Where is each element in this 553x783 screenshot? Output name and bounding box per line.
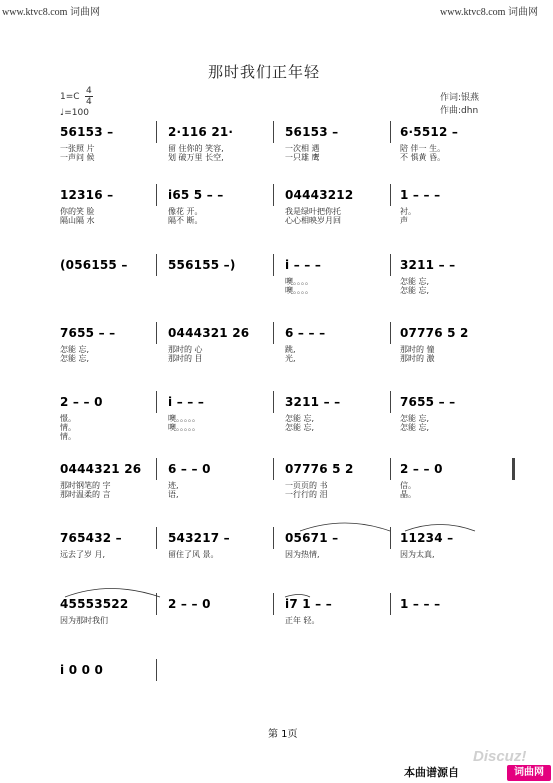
time-signature-top: 4 — [86, 86, 92, 96]
lyric-line: 一次相 遇 — [285, 144, 320, 153]
lyric-line: 一张照 片 — [60, 144, 95, 153]
measure-notes: 56153 – — [60, 125, 114, 139]
lyric-line: 不 惧黄 昏。 — [400, 153, 446, 162]
header-site-left: www.ktvc8.com 词曲网 — [2, 7, 100, 18]
lyric-line: 衬。 — [400, 207, 416, 216]
measure-notes: 3211 – – — [285, 395, 341, 409]
measure-notes: 56153 – — [285, 125, 339, 139]
lyric-line: 那时温柔的 言 — [60, 490, 111, 499]
measure-notes: 543217 – — [168, 531, 230, 545]
measure-notes: 05671 – — [285, 531, 339, 545]
lyric-line: 那时的 激 — [400, 354, 435, 363]
lyric-line: 隔不 断。 — [168, 216, 203, 225]
song-title: 那时我们正年轻 — [208, 63, 321, 81]
measure-notes: 2 – – 0 — [60, 395, 103, 409]
composer-credit: 作曲:dhn — [440, 106, 479, 116]
lyric-line: 一页页的 书 — [285, 481, 328, 490]
lyric-line: 声 — [400, 216, 408, 225]
key-signature: 1=C — [60, 92, 80, 102]
lyric-line: 怎能 忘, — [400, 286, 430, 295]
lyric-line: 因为热情, — [285, 550, 320, 559]
measure-notes: 1 – – – — [400, 597, 441, 611]
lyric-line: 因为那时我们 — [60, 616, 108, 625]
lyric-line: 怎能 忘, — [285, 414, 315, 423]
lyric-line: 留住了风 景。 — [168, 550, 219, 559]
lyric-line: 那时的 憧 — [400, 345, 435, 354]
site-logo[interactable]: 词曲网 — [507, 765, 551, 781]
lyric-line: 晶。 — [400, 490, 416, 499]
lyric-line: 信。 — [400, 481, 416, 490]
lyric-line: 那时钢笔的 字 — [60, 481, 111, 490]
measure-notes: 765432 – — [60, 531, 122, 545]
measure-notes: 6 – – – — [285, 326, 326, 340]
measure-notes: i65 5 – – — [168, 188, 224, 202]
lyric-line: 陪 伴一 生。 — [400, 144, 446, 153]
watermark-discuz: Discuz! — [473, 748, 527, 765]
lyric-line: 怎能 忘, — [400, 423, 430, 432]
measure-notes: i – – – — [168, 395, 205, 409]
lyric-line: 情。 — [60, 432, 76, 441]
lyric-line: 像花 开。 — [168, 207, 203, 216]
lyric-line: 跳, — [285, 345, 296, 354]
lyric-line: 光, — [285, 354, 296, 363]
lyric-line: 怎能 忘, — [400, 277, 430, 286]
lyric-line: 情。 — [60, 423, 76, 432]
lyric-line: 我是绿叶把你托 — [285, 207, 341, 216]
measure-notes: 11234 – — [400, 531, 454, 545]
measure-notes: (056155 – — [60, 258, 128, 272]
lyric-line: 一声问 候 — [60, 153, 95, 162]
lyric-line: 你的笑 脸 — [60, 207, 95, 216]
lyric-line: 留 住你的 笑容, — [168, 144, 224, 153]
measure-notes: 6·5512 – — [400, 125, 459, 139]
measure-notes: 04443212 — [285, 188, 354, 202]
source-note: 本曲谱源自 — [404, 766, 459, 779]
measure-notes: 0444321 26 — [60, 462, 142, 476]
lyricist-credit: 作词:银燕 — [440, 93, 480, 103]
measure-notes: 45553522 — [60, 597, 129, 611]
lyric-line: 因为太真, — [400, 550, 435, 559]
measure-notes: 556155 –) — [168, 258, 236, 272]
measure-notes: 3211 – – — [400, 258, 456, 272]
header-site-right: www.ktvc8.com 词曲网 — [440, 7, 538, 18]
measure-notes: 2·116 21· — [168, 125, 234, 139]
lyric-line: 噢。。。。。 — [168, 423, 200, 432]
measure-notes: 12316 – — [60, 188, 114, 202]
lyric-line: 噢。。。。 — [285, 277, 313, 286]
lyric-line: 语, — [168, 490, 179, 499]
measure-notes: 2 – – 0 — [400, 462, 443, 476]
lyric-line: 划 破万里 长空, — [168, 153, 224, 162]
measure-notes: i 0 0 0 — [60, 663, 104, 677]
lyric-line: 噢。。。。。 — [168, 414, 200, 423]
measure-notes: 1 – – – — [400, 188, 441, 202]
lyric-line: 迹, — [168, 481, 179, 490]
lyric-line: 怎能 忘, — [60, 354, 90, 363]
lyric-line: 憬。 — [60, 414, 76, 423]
lyric-line: 隔山隔 水 — [60, 216, 95, 225]
lyric-line: 一行行的 泪 — [285, 490, 328, 499]
lyric-line: 那时的 目 — [168, 354, 203, 363]
lyric-line: 那时的 心 — [168, 345, 203, 354]
measure-notes: i7 1 – – — [285, 597, 332, 611]
measure-notes: 0444321 26 — [168, 326, 250, 340]
measure-notes: 7655 – – — [60, 326, 116, 340]
measure-notes: 6 – – 0 — [168, 462, 211, 476]
measure-notes: i – – – — [285, 258, 322, 272]
measure-notes: 07776 5 2 — [400, 326, 469, 340]
measure-notes: 7655 – – — [400, 395, 456, 409]
measure-notes: 2 – – 0 — [168, 597, 211, 611]
lyric-line: 心心相映岁月回 — [285, 216, 341, 225]
lyric-line: 远去了岁 月, — [60, 550, 106, 559]
page-number: 第 1页 — [268, 729, 298, 740]
lyric-line: 怎能 忘, — [60, 345, 90, 354]
lyric-line: 噢。。。。 — [285, 286, 313, 295]
lyric-line: 一只雄 鹰 — [285, 153, 320, 162]
lyric-line: 正年 轻。 — [285, 616, 320, 625]
lyric-line: 怎能 忘, — [285, 423, 315, 432]
tempo-marking: ♩=100 — [60, 108, 89, 118]
measure-notes: 07776 5 2 — [285, 462, 354, 476]
lyric-line: 怎能 忘, — [400, 414, 430, 423]
time-signature-bottom: 4 — [86, 97, 92, 107]
